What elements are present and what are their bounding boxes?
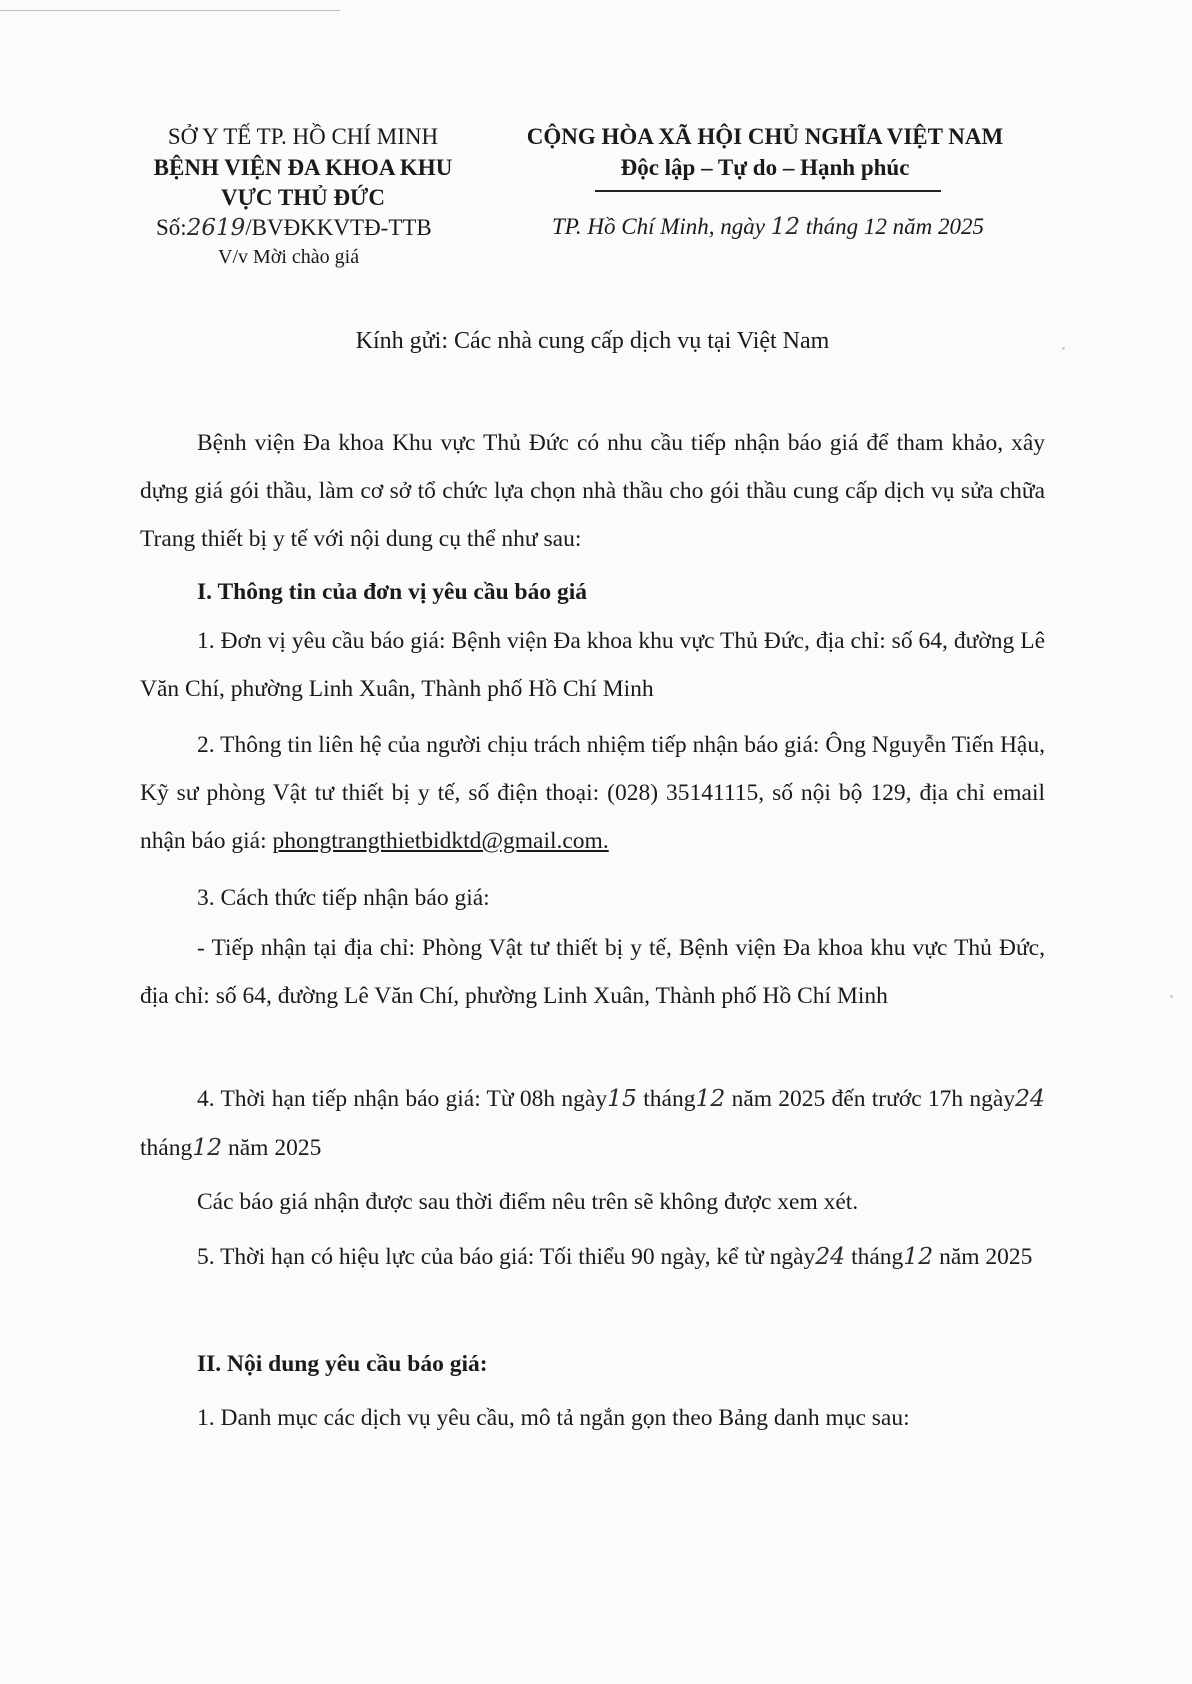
scan-speck (1170, 995, 1173, 998)
item4-text-2: tháng (643, 1086, 696, 1112)
item4-month-to: 12 (192, 1133, 223, 1161)
section-2-title: II. Nội dung yêu cầu báo giá: (197, 1351, 488, 1377)
hospital-name-line1: BỆNH VIỆN ĐA KHOA KHU (153, 155, 453, 180)
scan-artifact-line (0, 10, 340, 11)
item5-text-3: năm 2025 (939, 1244, 1033, 1270)
section-1-item-3: 3. Cách thức tiếp nhận báo giá: (197, 885, 490, 911)
section-1-item-5 (140, 1232, 1045, 1281)
item4-day-to: 24 (1015, 1084, 1046, 1112)
late-submission-note: Các báo giá nhận được sau thời điểm nêu trên sẽ không được xem xét. (197, 1189, 859, 1215)
document-number-prefix: Số: (156, 215, 187, 240)
item4-text-4: tháng (140, 1135, 193, 1161)
document-date (552, 214, 984, 240)
contact-email[interactable]: phongtrangthietbidktd@gmail.com. (272, 828, 609, 854)
national-motto: Độc lập – Tự do – Hạnh phúc (620, 155, 910, 180)
item4-text-3: năm 2025 đến trước 17h ngày (731, 1086, 1016, 1112)
section-1-item-1: 1. Đơn vị yêu cầu báo giá: Bệnh viện Đa khoa khu vực Thủ Đức, địa chỉ: số 64, đường Lê Văn Chí, phường Linh Xuân, Thành phố Hồ Chí Minh (140, 628, 1045, 702)
intro-paragraph: Bệnh viện Đa khoa Khu vực Thủ Đức có nhu cầu tiếp nhận báo giá để tham khảo, xây dựng giá gói thầu, làm cơ sở tổ chức lựa chọn nhà thầu cho gói thầu cung cấp dịch vụ sửa chữa Trang thiết bị y tế với nội dung cụ thể như sau: (140, 430, 1045, 552)
nation-title: CỘNG HÒA XÃ HỘI CHỦ NGHĨA VIỆT NAM (526, 124, 1004, 149)
contact-text: 2. Thông tin liên hệ của người chịu trách nhiệm tiếp nhận báo giá: Ông Nguyễn Tiến Hậu, Kỹ sư phòng Vật tư thiết bị y tế, số điện thoại: (028) 35141115, số nội bộ 129, địa chỉ email nhận báo giá: (140, 732, 1045, 854)
date-suffix: tháng 12 năm 2025 (805, 214, 985, 239)
section-1-item-2 (140, 721, 1045, 865)
recipient-line: Kính gửi: Các nhà cung cấp dịch vụ tại Việt Nam (355, 328, 830, 354)
department-name: SỞ Y TẾ TP. HỒ CHÍ MINH (167, 124, 439, 149)
item5-text-2: tháng (851, 1244, 904, 1270)
document-number-handwritten: 2619 (186, 215, 246, 241)
item4-day-from: 15 (607, 1084, 637, 1112)
date-prefix: TP. Hồ Chí Minh, ngày (552, 214, 765, 239)
item4-month-from: 12 (695, 1084, 726, 1112)
document-number (156, 215, 432, 241)
date-day-handwritten: 12 (770, 214, 801, 240)
scan-speck (1062, 347, 1065, 350)
section-1-title: I. Thông tin của đơn vị yêu cầu báo giá (197, 579, 587, 605)
item5-text-1: 5. Thời hạn có hiệu lực của báo giá: Tối thiểu 90 ngày, kể từ ngày (197, 1244, 816, 1270)
item4-text-1: 4. Thời hạn tiếp nhận báo giá: Từ 08h ngày (197, 1086, 608, 1112)
item4-text-5: năm 2025 (228, 1135, 322, 1161)
section-2-item-1: 1. Danh mục các dịch vụ yêu cầu, mô tả ngắn gọn theo Bảng danh mục sau: (197, 1405, 910, 1431)
hospital-name-line2: VỰC THỦ ĐỨC (221, 185, 385, 210)
item5-month: 12 (903, 1242, 934, 1270)
section-1-item-4 (140, 1074, 1045, 1172)
section-1-item-3-detail: - Tiếp nhận tại địa chỉ: Phòng Vật tư thiết bị y tế, Bệnh viện Đa khoa khu vực Thủ Đức, địa chỉ: số 64, đường Lê Văn Chí, phường Linh Xuân, Thành phố Hồ Chí Minh (140, 935, 1045, 1009)
motto-underline (595, 190, 941, 192)
document-subject: V/v Mời chào giá (218, 246, 360, 268)
document-number-suffix: /BVĐKKVTĐ-TTB (245, 215, 432, 240)
item5-day: 24 (815, 1242, 846, 1270)
